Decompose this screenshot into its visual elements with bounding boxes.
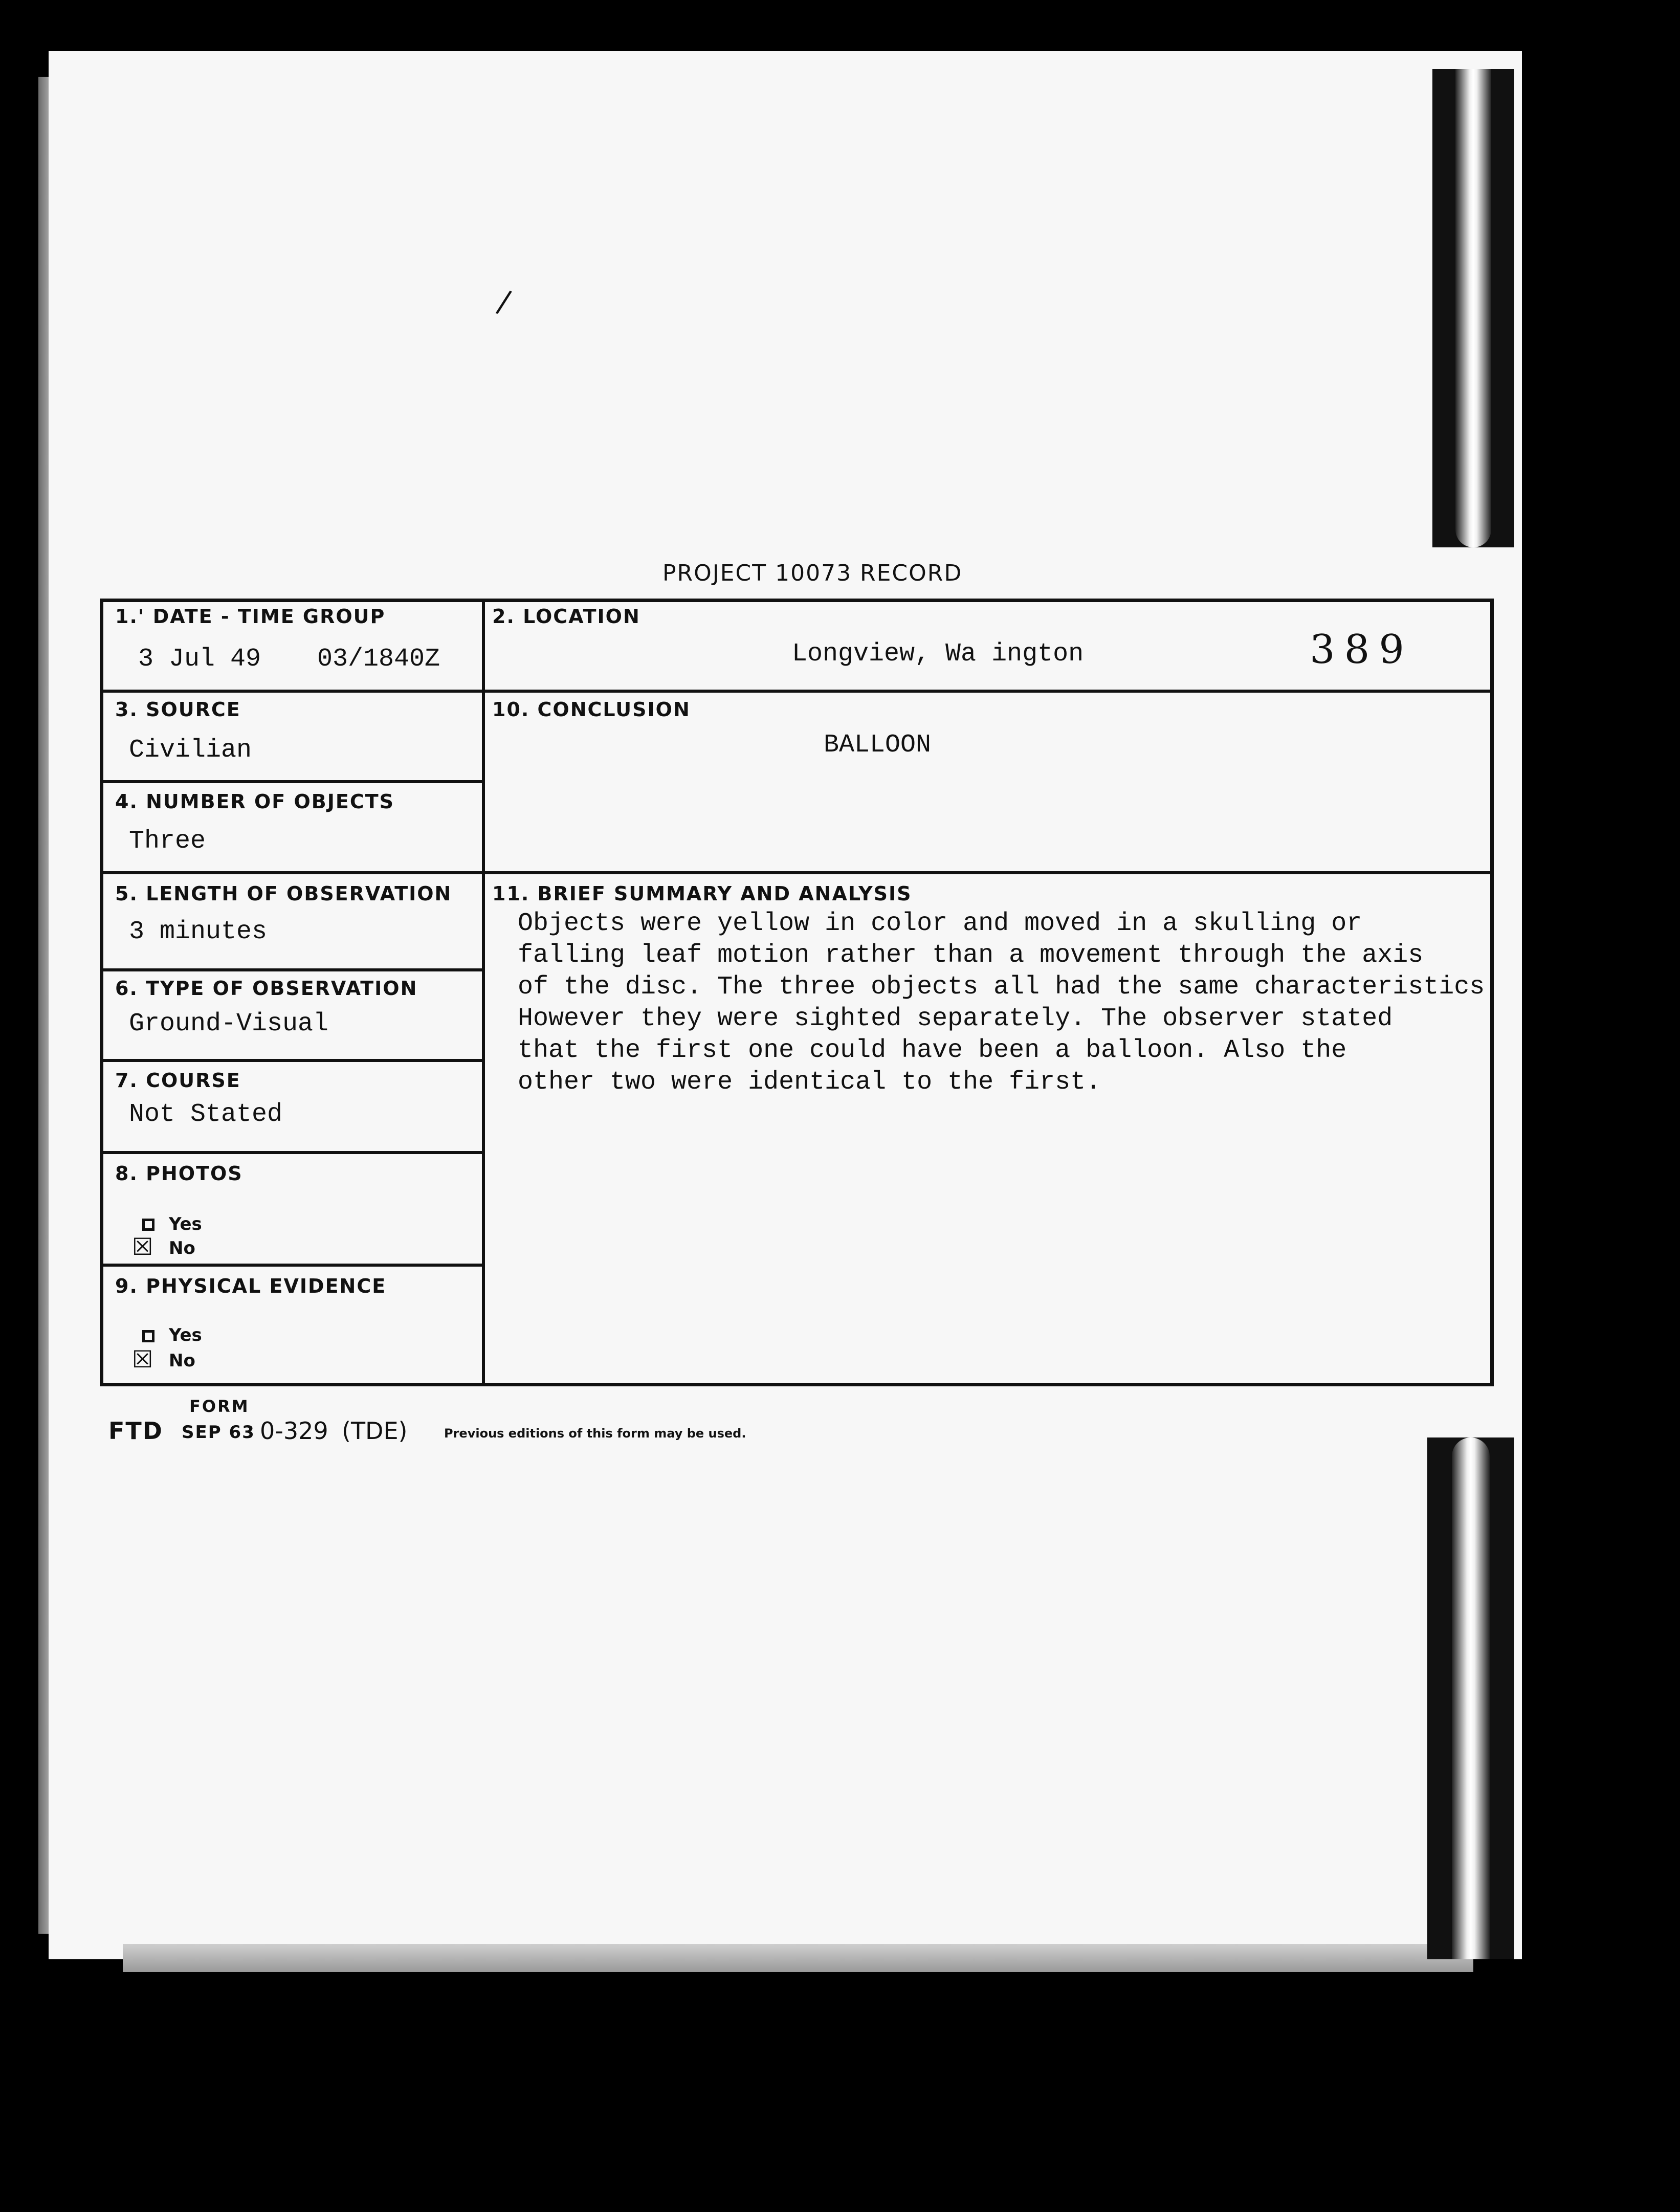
summary-line: However they were sighted separately. The observer stated [518, 1004, 1393, 1033]
summary-line: of the disc. The three objects all had the same characteristics [518, 972, 1485, 1002]
footer-ftd: FTD [108, 1417, 163, 1445]
length-value: 3 minutes [129, 917, 268, 946]
source-value: Civilian [129, 736, 252, 765]
row-divider-6 [100, 1151, 483, 1154]
num-objects-label: 4. NUMBER OF OBJECTS [115, 790, 395, 813]
footer-form-word: FORM [189, 1397, 250, 1416]
physical-yes-label: Yes [169, 1325, 202, 1345]
length-label: 5. LENGTH OF OBSERVATION [115, 882, 452, 905]
photos-label: 8. PHOTOS [115, 1162, 243, 1185]
num-objects-value: Three [129, 827, 206, 856]
row-divider-4 [100, 968, 483, 971]
photos-no-label: No [169, 1238, 195, 1258]
location-label: 2. LOCATION [492, 605, 640, 628]
time-value: 03/1840Z [317, 645, 440, 674]
film-bar-top [1432, 69, 1514, 547]
row-divider-2 [100, 780, 483, 783]
form-title: PROJECT 10073 RECORD [662, 560, 963, 586]
physical-evidence-label: 9. PHYSICAL EVIDENCE [115, 1275, 387, 1297]
summary-line: that the first one could have been a balloon. Also the [518, 1036, 1347, 1065]
photos-yes-checkbox[interactable] [142, 1219, 154, 1231]
conclusion-value: BALLOON [824, 731, 932, 760]
location-value: Longview, Wa ington [792, 639, 1084, 669]
footer-date-code: SEP 63 [182, 1422, 255, 1443]
physical-no-label: No [169, 1351, 195, 1371]
handwritten-number: 389 [1310, 627, 1413, 673]
row-divider-1 [100, 690, 1494, 693]
footer-form-number: 0-329 [260, 1417, 328, 1445]
column-divider [482, 599, 485, 1386]
conclusion-label: 10. CONCLUSION [492, 698, 691, 721]
stray-mark: / [494, 283, 514, 321]
footer-suffix: (TDE) [342, 1417, 408, 1445]
type-value: Ground-Visual [129, 1009, 329, 1038]
summary-line: Objects were yellow in color and moved in a skulling or [518, 909, 1362, 938]
film-bar-bottom [1427, 1437, 1514, 1959]
paper-shadow-bottom [123, 1944, 1473, 1972]
summary-line: other two were identical to the first. [518, 1068, 1101, 1097]
course-value: Not Stated [129, 1100, 283, 1129]
source-label: 3. SOURCE [115, 698, 241, 721]
summary-line: falling leaf motion rather than a movement through the axis [518, 941, 1424, 970]
date-value: 3 Jul 49 [138, 645, 261, 674]
photos-yes-label: Yes [169, 1214, 202, 1234]
physical-yes-checkbox[interactable] [142, 1330, 154, 1342]
physical-no-checkbox[interactable]: ☒ [132, 1345, 153, 1373]
type-label: 6. TYPE OF OBSERVATION [115, 977, 418, 1000]
footer-note: Previous editions of this form may be used. [444, 1426, 746, 1441]
row-divider-7 [100, 1264, 483, 1267]
summary-text [518, 908, 1490, 1098]
summary-label: 11. BRIEF SUMMARY AND ANALYSIS [492, 882, 912, 905]
date-time-label: 1.' DATE - TIME GROUP [115, 605, 386, 628]
course-label: 7. COURSE [115, 1069, 241, 1092]
row-divider-5 [100, 1059, 483, 1062]
photos-no-checkbox[interactable]: ☒ [132, 1233, 153, 1260]
row-divider-3 [100, 871, 1494, 874]
